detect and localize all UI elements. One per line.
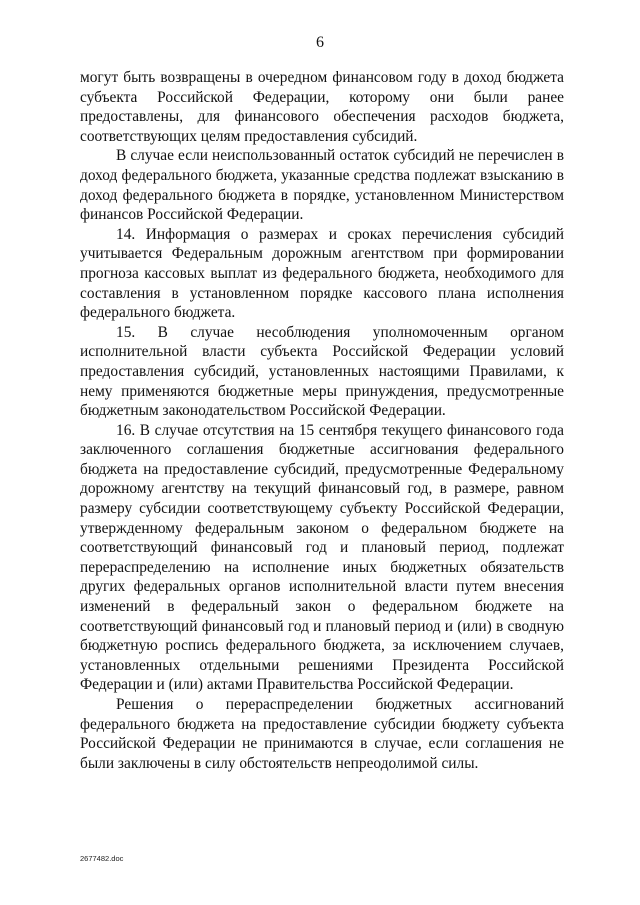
paragraph-14: 14. Информация о размерах и сроках перечисления субсидий учитывается Федеральным дорожным агентством при формировании прогноза кассовых выплат из федерального бюджета, необходимого для составления в установленном порядке кассового плана исполнения федерального бюджета. bbox=[80, 225, 564, 322]
file-name-footer: 2677482.doc bbox=[80, 854, 124, 863]
page-number: 6 bbox=[316, 34, 324, 51]
paragraph-continuation: могут быть возвращены в очередном финансовом году в доход бюджета субъекта Российской Федерации, которому они были ранее предоставлены, для финансового обеспечения расходов бюджета, соответствующих целям предоставления субсидий. bbox=[80, 69, 564, 145]
paragraph-unspent-balance: В случае если неиспользованный остаток субсидий не перечислен в доход федерального бюджета, указанные средства подлежат взысканию в доход федерального бюджета в порядке, установленном Министерством финансов Российской Федерации. bbox=[80, 147, 564, 224]
paragraph-15: 15. В случае несоблюдения уполномоченным органом исполнительной власти субъекта Российской Федерации условий предоставления субсидий, установленных настоящими Правилами, к нему применяются бюджетные меры принуждения, предусмотренные бюджетным законодательством Российской Федерации. bbox=[80, 323, 564, 420]
paragraph-decisions: Решения о перераспределении бюджетных ассигнований федерального бюджета на предоставление субсидии бюджету субъекта Российской Федерации не принимаются в случае, если соглашения не были заключены в силу обстоятельств непреодолимой силы. bbox=[80, 696, 564, 772]
document-body bbox=[80, 68, 564, 773]
paragraph-16: 16. В случае отсутствия на 15 сентября текущего финансового года заключенного соглашения бюджетные ассигнования федерального бюджета на предоставление субсидий, предусмотренные Федеральному дорожному агентству на текущий финансовый год, в размере, равном размеру субсидии соответствующему субъекту Российской Федерации, утвержденному федеральным законом о федеральном бюджете на соответствующий финансовый год и плановый период, подлежат перераспределению на исполнение иных бюджетных обязательств других федеральных органов исполнительной власти путем внесения изменений в федеральный закон о федеральном бюджете на соответствующий финансовый год и плановый период и (или) в сводную бюджетную роспись федерального бюджета, за исключением случаев, установленных отдельными решениями Президента Российской Федерации и (или) актами Правительства Российской Федерации. bbox=[80, 421, 564, 694]
